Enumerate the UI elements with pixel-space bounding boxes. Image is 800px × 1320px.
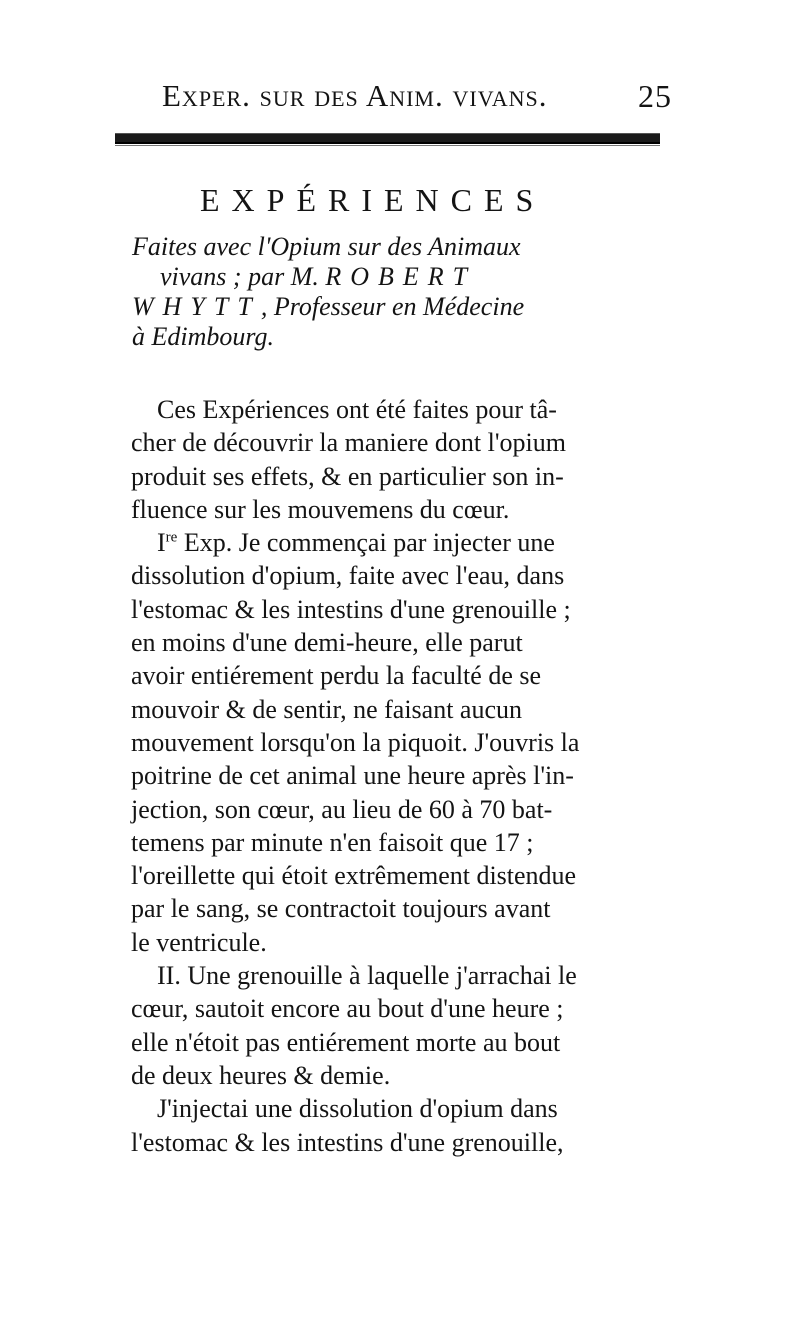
text-line: J'injectai une dissolution d'opium dans: [157, 1094, 558, 1124]
text-line: produit ses effets, & en particulier son in-: [131, 461, 564, 491]
text-line: l'oreillette qui étoit extrêmement distendue: [131, 861, 577, 891]
subtitle-line-4: à Edimbourg.: [132, 322, 275, 351]
text-line: de deux heures & demie.: [131, 1060, 391, 1090]
page-number: 25: [638, 78, 672, 114]
exp-marker: [157, 526, 555, 559]
subtitle-line-2: [132, 262, 680, 292]
text-line: cœur, sautoit encore au bout d'une heure ;: [131, 994, 564, 1024]
subtitle-line-3-text: , Professeur en Médecine: [260, 292, 525, 321]
text-line: elle n'étoit pas entiérement morte au bout: [131, 1027, 561, 1057]
text-line: mouvoir & de sentir, ne faisant aucun: [131, 694, 523, 724]
text-line: en moins d'une demi-heure, elle parut: [131, 628, 523, 658]
body-text: [131, 393, 671, 1159]
running-head: [162, 78, 672, 115]
subtitle-line-2-text: vivans ; par M.: [160, 262, 326, 291]
text-line: Ces Expériences ont été faites pour tâ-: [157, 395, 557, 424]
subtitle: [132, 232, 680, 352]
subtitle-line-3: [132, 292, 680, 322]
text-line: jection, son cœur, au lieu de 60 à 70 bat-: [131, 794, 553, 824]
section-title: EXPÉRIENCES: [200, 182, 546, 218]
exp-suffix: re: [165, 529, 178, 546]
exp-numeral: I: [157, 528, 166, 558]
text-line: l'estomac & les intestins d'une grenouille ;: [131, 594, 571, 624]
running-head-title: Exper. sur des Anim. vivans.: [162, 78, 548, 113]
text-line: mouvement lorsqu'on la piquoit. J'ouvris la: [131, 727, 580, 757]
text-line: cher de découvrir la maniere dont l'opium: [131, 428, 566, 458]
text-line: II. Une grenouille à laquelle j'arrachai le: [157, 961, 577, 991]
text-line: fluence sur les mouvemens du cœur.: [131, 494, 510, 524]
author-last-name: WHYTT: [132, 292, 261, 321]
text-line: [131, 526, 671, 559]
text-line: dissolution d'opium, faite avec l'eau, dans: [131, 561, 565, 591]
text-line-rest: Exp. Je commençai par injecter une: [183, 528, 555, 558]
subtitle-line-1: Faites avec l'Opium sur des Animaux: [132, 232, 521, 261]
text-line: temens par minute n'en faisoit que 17 ;: [131, 827, 534, 857]
text-line: avoir entiérement perdu la faculté de se: [131, 661, 542, 691]
text-line: l'estomac & les intestins d'une grenouille,: [131, 1127, 564, 1157]
text-line: le ventricule.: [131, 927, 267, 957]
text-line: par le sang, se contractoit toujours avant: [131, 894, 551, 924]
author-first-name: ROBERT: [325, 262, 477, 291]
text-line: poitrine de cet animal une heure après l'in-: [131, 761, 574, 791]
header-rule-thin: [115, 145, 660, 146]
header-rule: [115, 133, 660, 144]
